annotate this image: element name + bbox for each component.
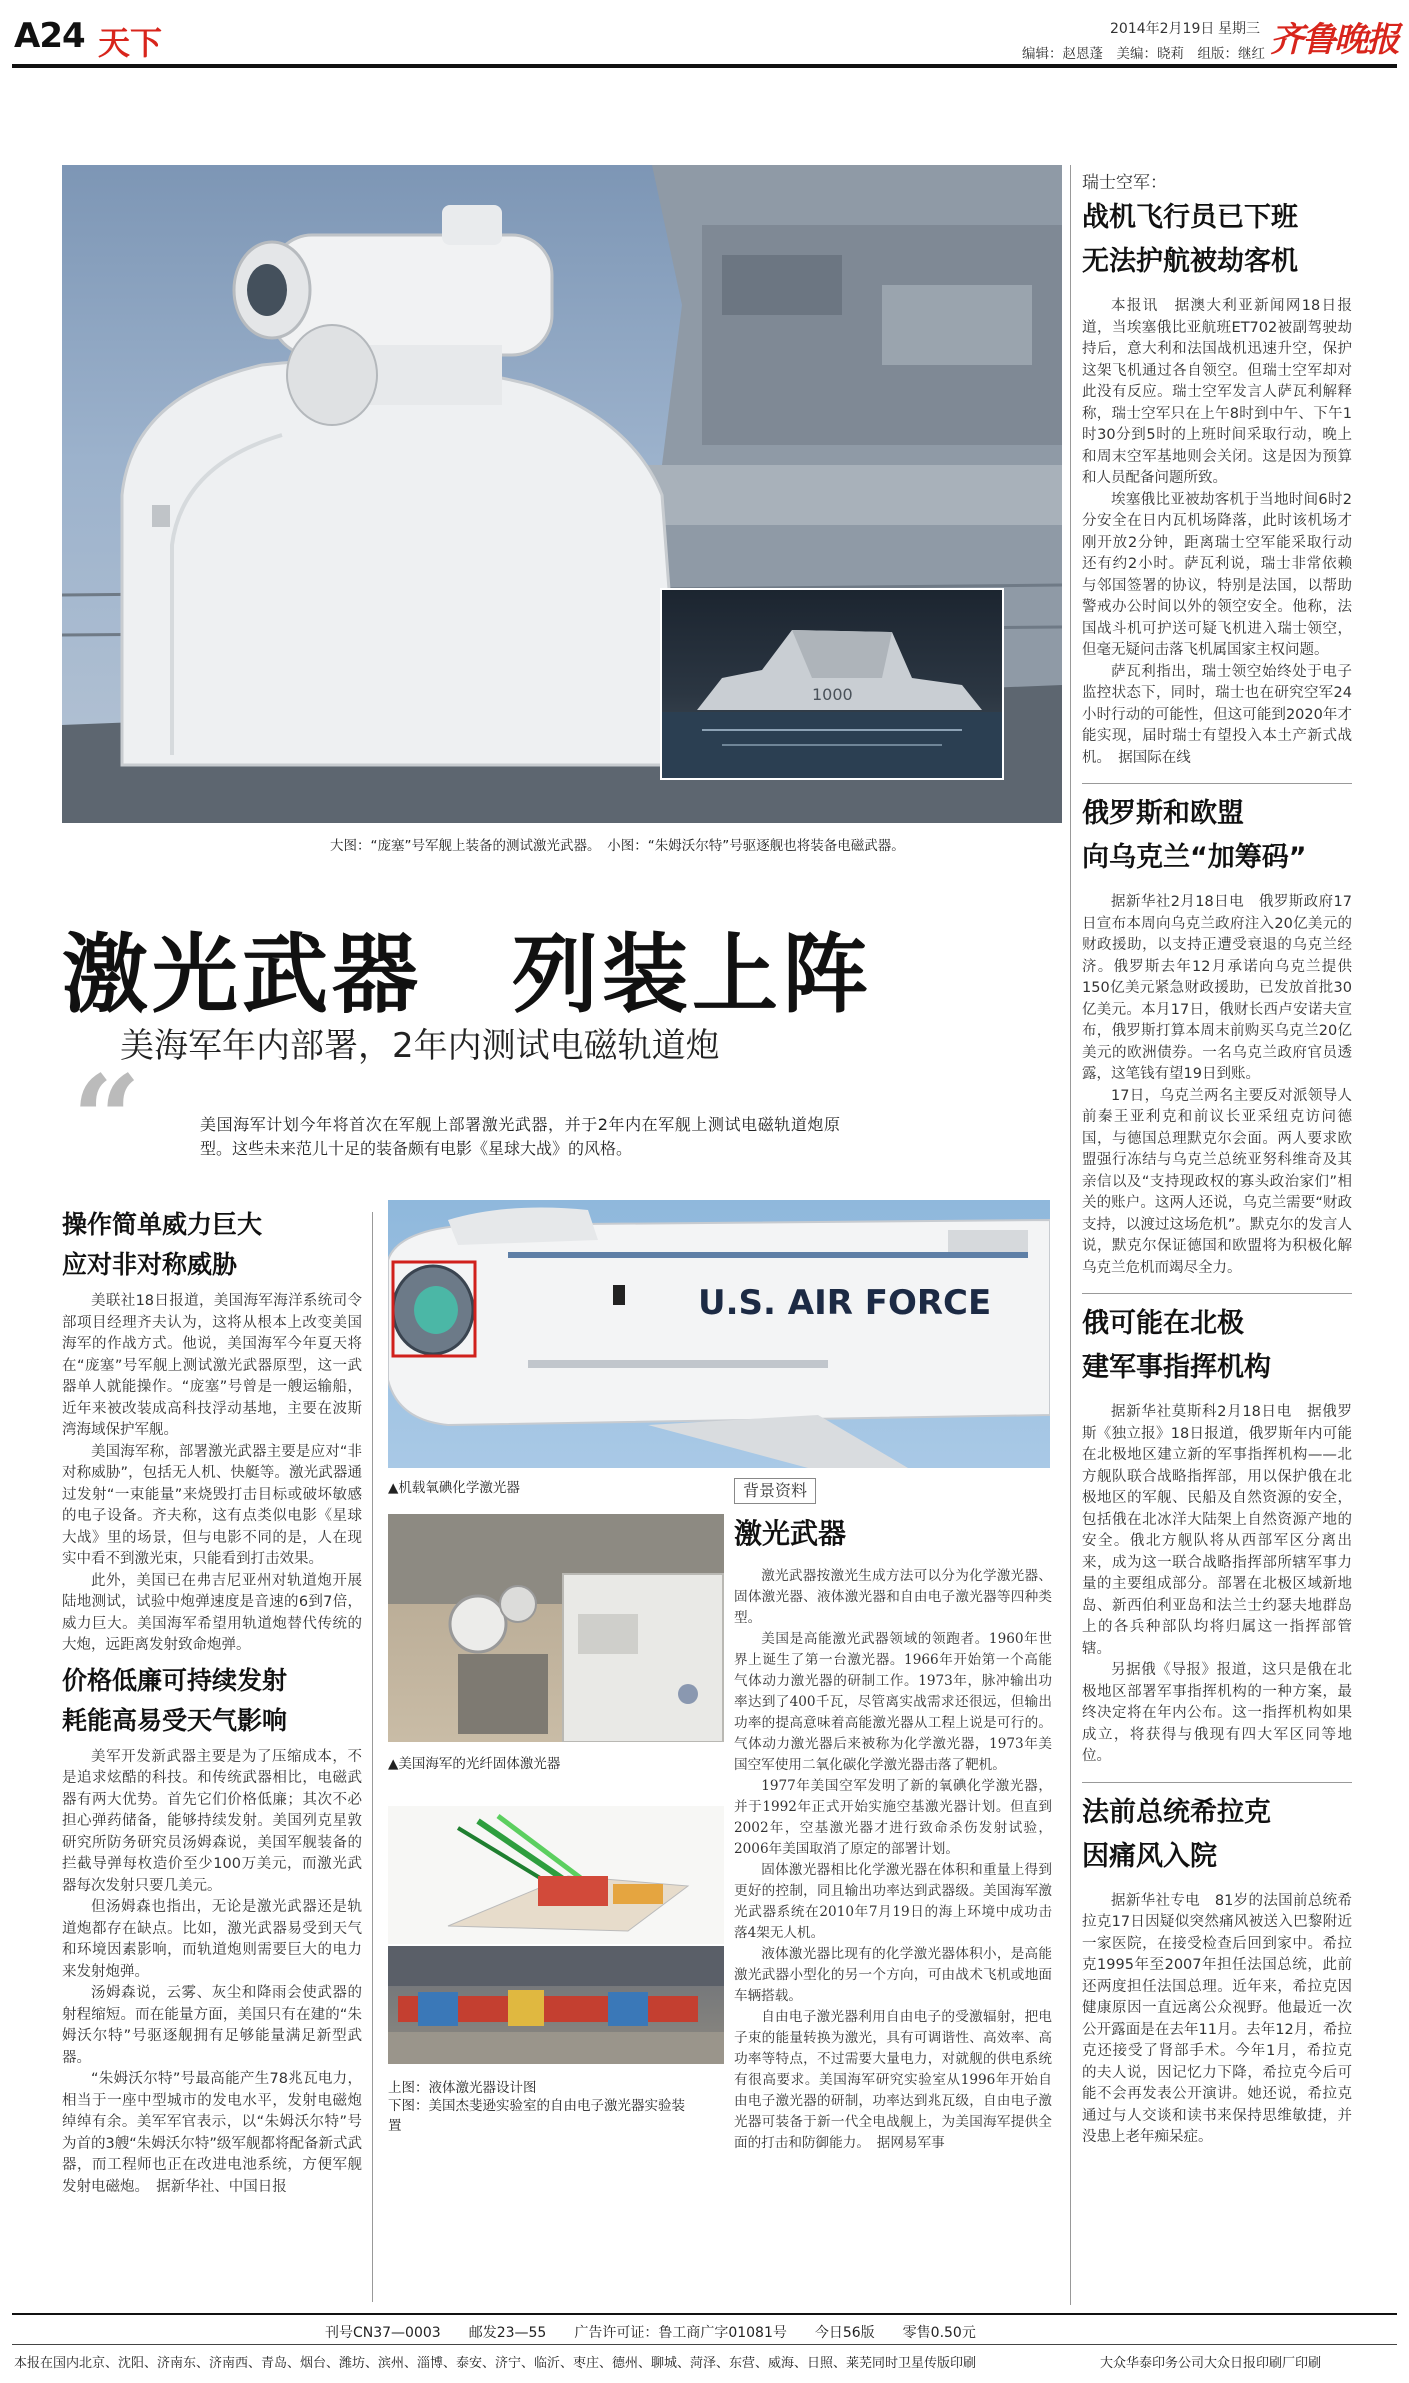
paragraph: 17日，乌克兰两名主要反对派领导人前秦王亚利克和前议长亚采纽克访问德国，与德国总理默克尔会面。两人要求欧盟强行冻结与乌克兰总统亚努科维奇及其亲信以及“支持现政权的寡头政治家们”相关的账户。这两人还说，乌克兰需要“财政支持，以渡过这场危机”。默克尔的发言人说，默克尔保证德国和欧盟将为积极化解乌克兰危机而竭尽全力。 bbox=[1082, 1087, 1352, 1276]
paragraph: 美国是高能激光武器领域的领跑者。1960年世界上诞生了第一台激光器。1966年开始第一个高能气体动力激光器的研制工作。1973年，脉冲输出功率达到了400千瓦，尽管离实战需求还很远，但输出功率的提高意味着高能激光器从工程上说是可行的。气体动力激光器后来被称为化学激光器，1973年美国空军使用二氧化碳化学激光器击落了靶机。 bbox=[734, 1631, 1052, 1773]
paragraph: 据新华社专电 81岁的法国前总统希拉克17日因疑似突然痛风被送入巴黎附近一家医院，在接受检查后回到家中。希拉克1995年至2007年担任法国总统，此前还两度担任法国总理。近年来，希拉克因健康原因一直远离公众视野。他最近一次公开露面是在去年11月。去年12月，希拉克还接受了肾部手术。今年1月，希拉克的夫人说，因记忆力下降，希拉克今后可能不会再发表公开演讲。她还说，希拉克通过与人交谈和读书来保持思维敏捷，并没患上老年痴呆症。 bbox=[1082, 1892, 1352, 2145]
caption-liquid-laser: 上图：液体激光器设计图 bbox=[388, 2080, 537, 2096]
headline-quote: 美国海军计划今年将首次在军舰上部署激光武器，并于2年内在军舰上测试电磁轨道炮原型。这些未来范儿十足的装备颇有电影《星球大战》的风格。 bbox=[200, 1115, 840, 1158]
headline-title: 激光武器 列装上阵 bbox=[62, 925, 872, 1025]
header-weekday: 星期三 bbox=[1218, 21, 1260, 37]
paragraph: 自由电子激光器利用自由电子的受激辐射，把电子束的能量转换为激光，具有可调谐性、高效率、高功率等特点，不过需要大量电力，对就舰的供电系统有很高要求。美国海军研究实验室从1996年开始自由电子激光器的研制，功率达到兆瓦级，自由电子激光器可装备于新一代全电战舰上，为美国海军提供全面的打击和防御能力。 据网易军事 bbox=[734, 2009, 1052, 2151]
section-name: 天下 bbox=[98, 24, 163, 62]
article-4-title-2: 因痛风入院 bbox=[1082, 1840, 1217, 1872]
subhead-1b: 应对非对称威胁 bbox=[62, 1250, 238, 1279]
article-4-title-1: 法前总统希拉克 bbox=[1082, 1796, 1271, 1828]
article-1 bbox=[1082, 170, 1352, 769]
free-electron-laser-lab bbox=[388, 1946, 724, 2064]
headline-subtitle: 美海军年内部署，2年内测试电磁轨道炮 bbox=[120, 1026, 720, 1066]
background-body bbox=[734, 1566, 1052, 2154]
article-4 bbox=[1082, 1791, 1352, 2149]
photo-fiber-solid-laser bbox=[388, 1514, 724, 1742]
fiber-laser-illustration bbox=[388, 1514, 724, 1742]
paragraph: 美国海军称，部署激光武器主要是应对“非对称威胁”，包括无人机、快艇等。激光武器通过发射“一束能量”来烧毁打击目标或破坏敏感的电子设备。齐夫称，这有点类似电影《星球大战》里的场景，但与电影不同的是，人在现实中看不到激光束，只能看到打击效果。 bbox=[62, 1443, 362, 1567]
inset-hull-number: 1000 bbox=[812, 685, 853, 704]
page-number: A24 bbox=[14, 16, 85, 56]
background-title: 激光武器 bbox=[734, 1517, 847, 1550]
photo-liquid-laser-design bbox=[388, 1806, 724, 1944]
newspaper-logo: 齐鲁晚报 bbox=[1270, 20, 1398, 60]
subhead-2a: 价格低廉可持续发射 bbox=[62, 1665, 288, 1695]
background-box bbox=[734, 1478, 1052, 2154]
article-2 bbox=[1082, 792, 1352, 1279]
subhead-2b: 耗能高易受天气影响 bbox=[62, 1705, 288, 1735]
article-1-body bbox=[1082, 296, 1352, 769]
article-3-title-1: 俄可能在北极 bbox=[1082, 1308, 1244, 1339]
article-1-title-2: 无法护航被劫客机 bbox=[1082, 246, 1298, 277]
header-editors: 编辑：赵恩蓬 美编：晓莉 组版：继红 bbox=[1022, 46, 1265, 62]
left-body-2 bbox=[62, 1747, 362, 2199]
paragraph: 激光武器按激光生成方法可以分为化学激光器、固体激光器、液体激光器和自由电子激光器等四种类型。 bbox=[734, 1568, 1052, 1626]
paragraph: 1977年美国空军发明了新的氧碘化学激光器，并于1992年正式开始实施空基激光器计划。但直到2002年，空基激光器才进行致命杀伤发射试验，2006年美国取消了原定的部署计划。 bbox=[734, 1778, 1052, 1857]
inset-photo-zumwalt-destroyer bbox=[660, 588, 1004, 780]
paragraph: 本报讯 据澳大利亚新闻网18日报道，当埃塞俄比亚航班ET702被副驾驶劫持后，意大利和法国战机迅速升空，保护这架飞机通过各自领空。但瑞士空军却对此没有反应。瑞士空军发言人萨瓦利解释称，瑞士空军只在上午8时到中午、下午1时30分到5时的上班时间采取行动，晚上和周末空军基地则会关闭。这是因为预算和人员配备问题所致。 bbox=[1082, 298, 1352, 486]
article-3 bbox=[1082, 1302, 1352, 1768]
article-2-body bbox=[1082, 892, 1352, 1279]
article-rule bbox=[1082, 1782, 1352, 1783]
plane-fuselage-text: U.S. AIR FORCE bbox=[698, 1283, 992, 1323]
header-rule bbox=[12, 64, 1397, 68]
right-column bbox=[1082, 170, 1352, 2149]
article-3-title-2: 建军事指挥机构 bbox=[1082, 1352, 1271, 1383]
paragraph: 此外，美国已在弗吉尼亚州对轨道炮开展陆地测试，试验中炮弹速度是音速的6到7倍，威力巨大。美国海军希望用轨道炮替代传统的大炮，远距离发射致命炮弹。 bbox=[62, 1572, 362, 1653]
destroyer-illustration bbox=[662, 590, 1002, 778]
footer-line-2-print-sites: 本报在国内北京、沈阳、济南东、济南西、青岛、烟台、潍坊、滨州、淄博、泰安、济宁、临沂、枣庄、德州、聊城、菏泽、东营、威海、日照、莱芜同时卫星传版印刷 bbox=[14, 2356, 977, 2371]
paragraph: 汤姆森说，云雾、灰尘和降雨会使武器的射程缩短。而在能量方面，美国只有在建的“朱姆沃尔特”号驱逐舰拥有足够能量满足新型武器。 bbox=[62, 1985, 362, 2066]
article-1-kicker: 瑞士空军： bbox=[1082, 173, 1167, 193]
footer-rule-top bbox=[12, 2313, 1397, 2315]
paragraph: 埃塞俄比亚被劫客机于当地时间6时2分安全在日内瓦机场降落，此时该机场才刚开放2分钟，距离瑞士空军能采取行动还有约2小时。萨瓦利说，瑞士非常依赖与邻国签署的协议，特别是法国，以帮助警戒办公时间以外的领空安全。他称，法国战斗机可护送可疑飞机进入瑞士领空，但毫无疑问击落飞机属国家主权问题。 bbox=[1082, 491, 1352, 658]
left-body-1 bbox=[62, 1291, 362, 1657]
column-rule-1 bbox=[372, 1212, 373, 2302]
caption-free-electron-laser: 下图：美国杰斐逊实验室的自由电子激光器实验装置 bbox=[388, 2098, 685, 2134]
caption-airborne-laser: ▲机载氧碘化学激光器 bbox=[388, 1480, 520, 1496]
paragraph: 美联社18日报道，美国海军海洋系统司令部项目经理齐夫认为，这将从根本上改变美国海军的作战方式。他说，美国海军今年夏天将在“庞塞”号军舰上测试激光武器原型，这一武器单人就能操作。“庞塞”号曾是一艘运输船，近年来被改装成高科技浮动基地，主要在波斯湾海域保护军舰。 bbox=[62, 1293, 362, 1438]
article-4-body bbox=[1082, 1891, 1352, 2149]
left-column bbox=[62, 1205, 362, 2198]
quote-mark-icon: “ bbox=[72, 1049, 142, 1190]
paragraph: “朱姆沃尔特”号最高能产生78兆瓦电力，相当于一座中型城市的发电水平，发射电磁炮绰绰有余。美军军官表示，以“朱姆沃尔特”号为首的3艘“朱姆沃尔特”级军舰都将配备新式武器，而工程师也正在改进电池系统，方便军舰发射电磁炮。 据新华社、中国日报 bbox=[62, 2071, 362, 2195]
article-2-title-2: 向乌克兰“加筹码” bbox=[1082, 842, 1307, 873]
column-rule-right bbox=[1070, 165, 1071, 2305]
airborne-laser-illustration bbox=[388, 1200, 1050, 1468]
caption-fiber-laser: ▲美国海军的光纤固体激光器 bbox=[388, 1756, 561, 1772]
background-tag: 背景资料 bbox=[734, 1478, 816, 1504]
paragraph: 固体激光器相比化学激光器在体积和重量上得到更好的控制，同且输出功率达到武器级。美国海军激光武器系统在2010年7月19日的海上环境中成功击落4架无人机。 bbox=[734, 1862, 1052, 1941]
subhead-1a: 操作简单威力巨大 bbox=[62, 1210, 263, 1239]
paragraph: 另据俄《导报》报道，这只是俄在北极地区部署军事指挥机构的一种方案，最终决定将在年内公布。这一指挥机构如果成立，将获得与俄现有四大军区同等地位。 bbox=[1082, 1662, 1352, 1764]
footer-line-1: 刊号CN37—0003 邮发23—55 广告许可证：鲁工商广字01081号 今日56版 零售0.50元 bbox=[325, 2325, 976, 2341]
article-rule bbox=[1082, 783, 1352, 784]
liquid-laser-diagram bbox=[388, 1806, 724, 1944]
photo-airborne-laser bbox=[388, 1200, 1050, 1468]
article-rule bbox=[1082, 1293, 1352, 1294]
paragraph: 但汤姆森也指出，无论是激光武器还是轨道炮都存在缺点。比如，激光武器易受到天气和环境因素影响，而轨道炮则需要巨大的电力来发射炮弹。 bbox=[62, 1899, 362, 1980]
paragraph: 液体激光器比现有的化学激光器体积小，是高能激光武器小型化的另一个方向，可由战术飞机或地面车辆搭载。 bbox=[734, 1946, 1052, 2004]
footer-rule-mid bbox=[12, 2344, 1397, 2345]
article-1-title-1: 战机飞行员已下班 bbox=[1082, 202, 1298, 233]
paragraph: 据新华社莫斯科2月18日电 据俄罗斯《独立报》18日报道，俄罗斯年内可能在北极地区建立新的军事指挥机构——北方舰队联合战略指挥部，用以保护俄在北极地区的军舰、民船及自然资源的安全，包括俄在北冰洋大陆架上自然资源产地的安全。俄北方舰队将从西部军区分离出来，成为这一联合战略指挥部所辖军事力量的主要组成部分。部署在北极区域新地岛、新西伯利亚岛和法兰士约瑟夫地群岛上的各兵种部队均将归属这一指挥部管辖。 bbox=[1082, 1404, 1352, 1657]
header-date: 2014年2月19日 bbox=[1110, 21, 1215, 37]
footer-line-2-printer: 大众华泰印务公司大众日报印刷厂印刷 bbox=[1100, 2356, 1322, 2371]
paragraph: 美军开发新武器主要是为了压缩成本，不是追求炫酷的科技。和传统武器相比，电磁武器有两大优势。首先它们价格低廉；其次不必担心弹药储备，能够持续发射。美国列克星敦研究所防务研究员汤姆森说，美国军舰装备的拦截导弹每枚造价至少100万美元，而激光武器每次发射只要几美元。 bbox=[62, 1748, 362, 1894]
main-photo-caption: 大图：“庞塞”号军舰上装备的测试激光武器。 小图：“朱姆沃尔特”号驱逐舰也将装备电磁武器。 bbox=[330, 838, 905, 854]
paragraph: 据新华社2月18日电 俄罗斯政府17日宣布本周向乌克兰政府注入20亿美元的财政援助，以支持正遭受衰退的乌克兰经济。俄罗斯去年12月承诺向乌克兰提供150亿美元紧急财政援助，已发放首批30亿美元。本月17日，俄财长西卢安诺夫宣布，俄罗斯打算本周末前购买乌克兰20亿美元的欧洲债券。一名乌克兰政府官员透露，这笔钱有望19日到账。 bbox=[1082, 894, 1352, 1082]
article-2-title-1: 俄罗斯和欧盟 bbox=[1082, 798, 1244, 829]
paragraph: 萨瓦利指出，瑞士领空始终处于电子监控状态下，同时，瑞士也在研究空军24小时行动的可能性，但这可能到2020年才能实现，届时瑞士有望投入本土产新式战机。 据国际在线 bbox=[1082, 663, 1352, 766]
photo-free-electron-laser bbox=[388, 1946, 724, 2064]
article-3-body bbox=[1082, 1402, 1352, 1768]
